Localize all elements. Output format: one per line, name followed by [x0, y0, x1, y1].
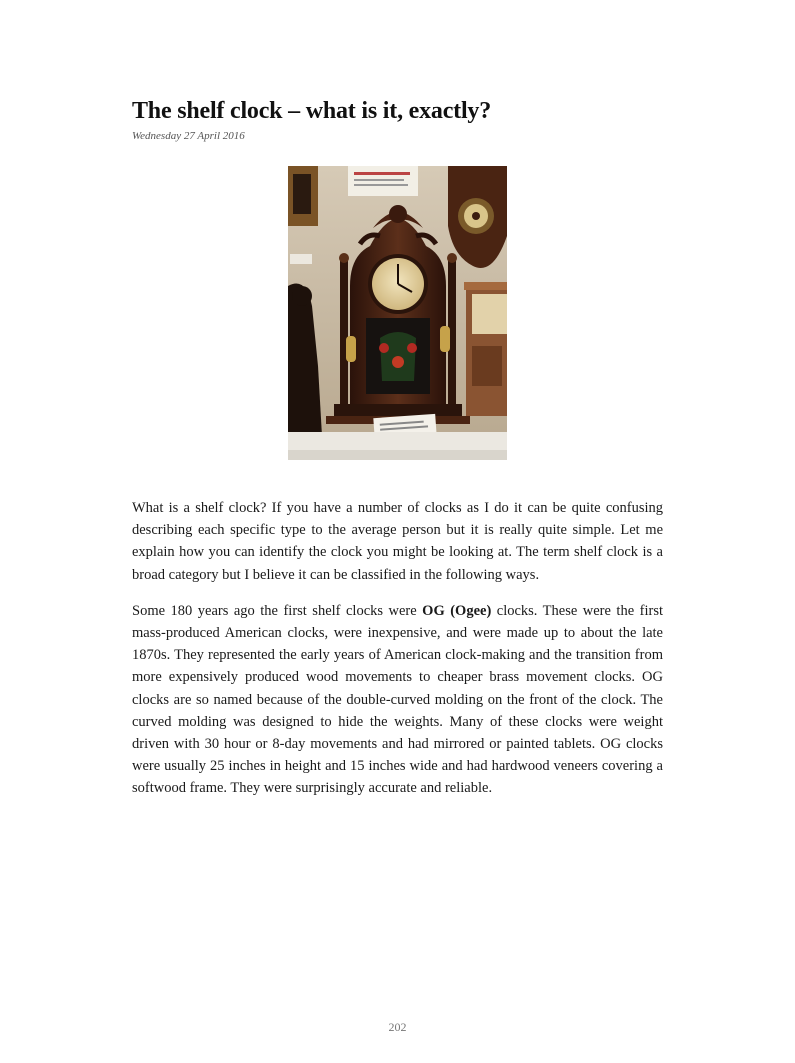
page-title: The shelf clock – what is it, exactly?	[132, 98, 492, 124]
paragraph-1: What is a shelf clock? If you have a number of clocks as I do it can be quite confusing describing each specific type to the average person but it is really quite simple. Let me explain how you can identify the clock you might be looking at. The term shelf clock is a broad category but I believe it can be classified in the following ways.	[132, 500, 663, 583]
shelf-clock-photo	[288, 166, 507, 460]
page-number: 202	[388, 1020, 407, 1034]
paragraph-2-intro: Some 180 years ago the first shelf clocks were	[132, 602, 423, 619]
article-body	[132, 497, 663, 814]
paragraph-2-rest: clocks. These were the first mass-produced American clocks, were inexpensive, and were made up to about the late 1870s. They represented the early years of American clock-making and the transition from more expensively produced wood movements to cheaper brass movement clocks. OG clocks are so named because of the double-curved molding on the front of the clock. The curved molding was designed to hide the weights. Many of these clocks were weight driven with 30 hour or 8-day movements and had mirrored or painted tablets. OG clocks were usually 25 inches in height and 15 inches wide and had hardwood veneers covering a softwood frame. They were surprisingly accurate and reliable.	[132, 602, 663, 797]
og-term: OG (Ogee)	[422, 602, 492, 619]
post-date: Wednesday 27 April 2016	[132, 130, 245, 142]
paragraph-2	[132, 600, 663, 800]
